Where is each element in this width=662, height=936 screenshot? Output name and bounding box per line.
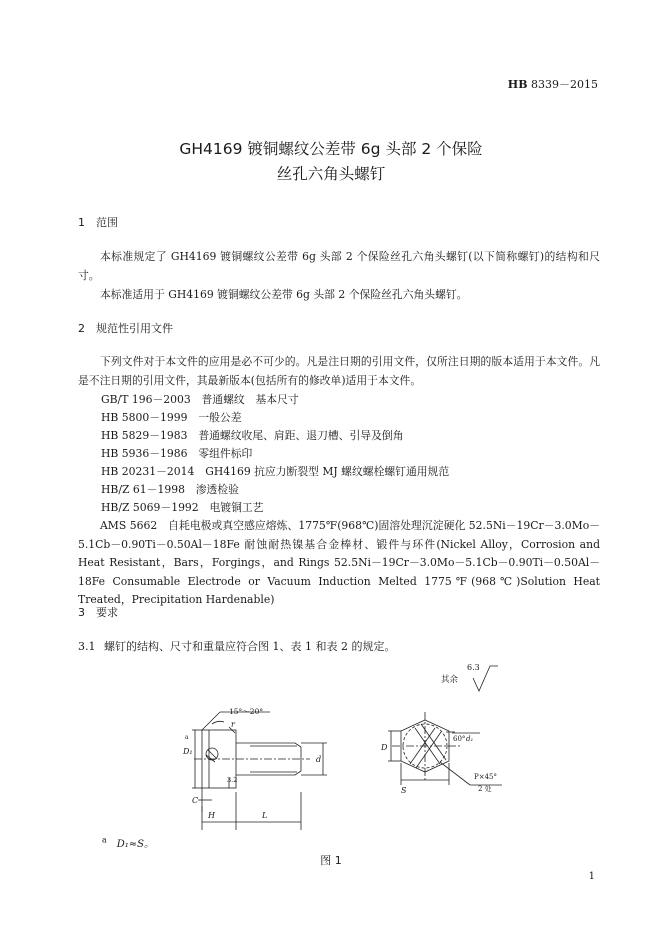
page-number: 1 [588,871,595,882]
label-d1: D₁ [183,747,193,756]
reference-item: HB 5800－1999 一般公差 [101,411,242,424]
label-D: D [381,743,388,752]
label-c: C [192,796,199,805]
section-heading-scope: 1 范围 [78,216,118,229]
roughness-value: 6.3 [467,663,480,672]
reference-item: HB 5936－1986 零组件标印 [101,447,253,460]
roughness-prefix: 其余 [441,675,459,685]
label-3-2: 3.2 [227,776,238,784]
reference-item-ams: AMS 5662 自耗电极或真空感应熔炼、1775℉(968℃)固溶处理沉淀硬化 52.5Ni－19Cr－3.0Mo－5.1Cb－0.90Ti－0.50Al－18Fe 耐蚀耐热镍基合金棒材、锻件与环件(Nickel Alloy，Corrosion and Heat Resistant，Bars，Forgings，and Rings 52.5Ni－19Cr－3.0Mo－5.1Cb－0.90Ti－0.50Al－18Fe Consumable Electrode or Vacuum Induction Melted 1775℉(968℃)Solution Heat Treated，Precipitation Hardenable) [78,519,600,606]
label-d1-mark: a [185,734,189,741]
section-heading-requirements: 3 要求 [78,606,118,619]
reference-item: GB/T 196－2003 普通螺纹 基本尺寸 [101,393,299,406]
section-heading-references: 2 规范性引用文件 [78,322,173,335]
scope-paragraph-1: 本标准规定了 GH4169 镀铜螺纹公差带 6g 头部 2 个保险丝孔六角头螺钉(以下简称螺钉)的结构和尺寸。 [78,250,600,282]
clause-3-1: 3.1 螺钉的结构、尺寸和重量应符合图 1、表 1 和表 2 的规定。 [78,640,396,653]
label-head-angle: 15°～20° [229,707,264,716]
label-l: L [262,811,268,820]
figure-footnote: $^a$ D₁≈S。 [102,835,155,850]
standard-code: HB 8339－2015 [507,78,598,91]
document-title-line-1: GH4169 镀铜螺纹公差带 6g 头部 2 个保险 [179,140,483,158]
label-r: r [231,720,235,729]
reference-item: HB 20231－2014 GH4169 抗应力断裂型 MJ 螺纹螺栓螺钉通用规范 [101,465,450,478]
label-two-places: 2 处 [478,785,492,793]
document-title-line-2: 丝孔六角头螺钉 [276,165,386,183]
references-intro-paragraph: 下列文件对于本文件的应用是必不可少的。凡是注日期的引用文件，仅所注日期的版本适用于本文件。凡是不注日期的引用文件，其最新版本(包括所有的修改单)适用于本文件。 [78,355,600,387]
scope-paragraph-2: 本标准适用于 GH4169 镀铜螺纹公差带 6g 头部 2 个保险丝孔六角头螺钉。 [100,288,468,301]
reference-item: HB/Z 61－1998 渗透检验 [101,483,239,496]
reference-item: HB 5829－1983 普通螺纹收尾、肩距、退刀槽、引导及倒角 [101,429,404,442]
label-h: H [208,811,215,820]
label-s: S [401,786,407,795]
reference-item: HB/Z 5069－1992 电镀铜工艺 [101,501,264,514]
label-hole-angle: 60° [453,735,466,743]
label-p45: P×45° [474,773,497,781]
label-d: d [316,755,322,764]
figure-caption: 图 1 [320,854,342,867]
label-d1-hole: d₁ [466,735,474,743]
